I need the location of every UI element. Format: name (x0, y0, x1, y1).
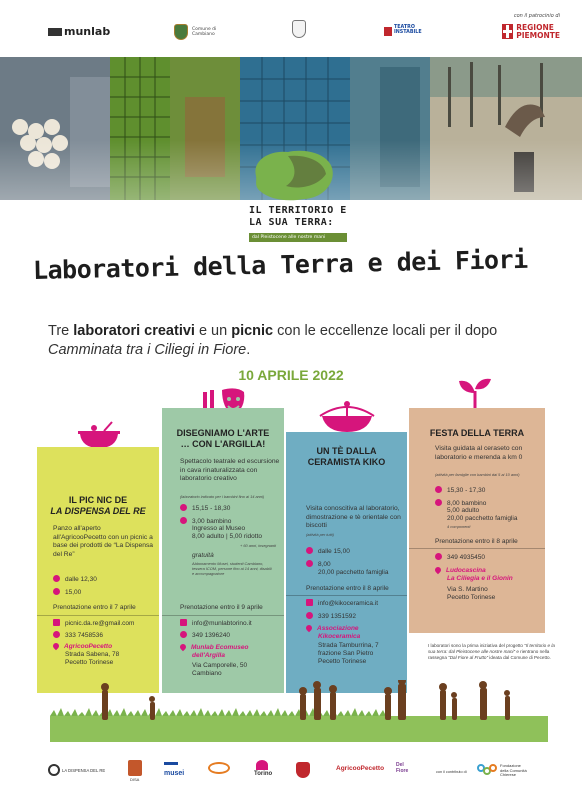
card-picnic-place-value: AgricooPecetto (64, 643, 113, 650)
card-ceramista-address-2: frazione San Pietro (318, 650, 374, 657)
project-title-line-2: LA SUA TERRA: (249, 217, 334, 228)
card-ceramista-title (286, 446, 407, 468)
card-picnic-place (53, 643, 112, 651)
torino-heart-icon (256, 760, 268, 770)
card-argilla-email-value[interactable]: info@munlabtorino.it (192, 620, 252, 627)
card-argilla-place-1: Munlab Ecomuseo (191, 644, 249, 651)
footer-logo-fondazione: Fondazione della Comunità Chierese (500, 763, 527, 778)
footer-logo-musei: musei (164, 770, 185, 777)
intro-part-3: con le eccellenze locali per il dopo (273, 323, 498, 339)
card-picnic-time (53, 575, 97, 584)
card-argilla-address-1: Via Camporelle, 50 (192, 662, 248, 669)
intro-part-1: Tre (48, 323, 74, 339)
card-ceramista-email[interactable] (306, 599, 378, 608)
intro-part-4: . (246, 342, 251, 358)
phone-icon (53, 631, 60, 638)
territorio-blob-icon (248, 146, 336, 204)
mail-icon (180, 619, 187, 626)
card-argilla-price-2: Ingresso al Museo (192, 525, 246, 532)
intro-bold-1: laboratori creativi (73, 323, 195, 339)
picnic-bowl-icon (76, 420, 122, 450)
teatro-logo (394, 25, 422, 35)
teatro-line-2: INSTABILE (394, 30, 422, 35)
card-festa-booking: Prenotazione entro il 8 aprile (435, 538, 518, 545)
card-argilla (162, 408, 284, 693)
card-picnic-divider (37, 615, 159, 616)
card-picnic-phone-value[interactable]: 333 7458536 (65, 632, 103, 639)
project-subtitle: dal Pleistocene alle nostre mani (249, 233, 347, 242)
card-festa-phone-value[interactable]: 349 4935450 (447, 554, 485, 561)
card-festa-price-3: 20,00 pacchetto famiglia (447, 515, 518, 522)
clock-icon (306, 547, 313, 554)
card-festa-address-2: Pecetto Torinese (447, 594, 496, 601)
location-pin-icon (52, 642, 60, 650)
tea-bowl-icon (318, 400, 376, 434)
card-festa-price-1: 8,00 bambino (447, 500, 487, 507)
note-part-4: “Dal Fiore al Frutto” (448, 654, 489, 660)
clock-icon (53, 575, 60, 582)
card-picnic-desc: Panzo all'aperto all'AgricooPecetto con un picnic a base dei prodotti de “La Dispensa del Re” (53, 525, 154, 558)
fondazione-logo-icon (477, 764, 497, 776)
mail-icon (53, 619, 60, 626)
comune-logo-label: Comune di Cambiano (192, 27, 217, 37)
card-festa-place-1: Ludocascina (446, 567, 486, 574)
card-festa (409, 408, 545, 633)
intro-italic: Camminata tra i Ciliegi in Fiore (48, 342, 247, 358)
footer-logo-torino: Torino (254, 771, 273, 777)
note-part-3: e rientrano nella rassegna (428, 648, 550, 660)
card-ceramista-price (306, 560, 331, 569)
card-argilla-desc: Spettacolo teatrale ed escursione in cava rinaturalizzata con laboratorio creativo (180, 458, 280, 483)
card-festa-place (435, 567, 486, 575)
card-picnic-title-2: LA DISPENSA DEL RE (50, 506, 146, 516)
card-argilla-desc-note: (laboratorio indicato per i bambini fino ai 14 anni) (180, 494, 265, 499)
card-ceramista-desc: Visita conoscitiva al laboratorio, dimostrazione e tè orientale con biscotti (306, 505, 401, 530)
card-festa-price-2: 5,00 adulto (447, 507, 480, 514)
phone-icon (435, 553, 442, 560)
card-festa-title: FESTA DELLA TERRA (429, 428, 525, 438)
musei-logo-icon (164, 762, 178, 770)
card-argilla-title (162, 428, 284, 450)
card-argilla-free-note: Abbonamento Musei, studenti Cambiano, tessera ICOM, persone fino ai 14 anni, disabili e accompagnatore (192, 561, 272, 576)
card-picnic-phone[interactable] (53, 631, 103, 640)
card-ceramista-address-1: Strada Tamburrina, 7 (318, 642, 379, 649)
project-title (249, 205, 347, 229)
project-note (428, 643, 556, 660)
card-ceramista-place-2: Kikoceramica (318, 633, 361, 640)
footer-logo-disa: DISA (130, 777, 140, 782)
teatro-flag-icon (384, 27, 392, 36)
card-ceramista-desc-note: (attività per tutti) (306, 532, 334, 537)
dispensa-logo-icon (48, 764, 60, 776)
card-festa-time (435, 486, 485, 495)
card-ceramista-place (306, 625, 359, 633)
phone-icon (180, 631, 187, 638)
card-argilla-price-note: + 60 anni, insegnanti (240, 543, 277, 548)
card-ceramista-time (306, 547, 350, 556)
card-festa-divider (409, 548, 545, 549)
munlab-label: munlab (64, 25, 111, 38)
card-festa-desc: Visita guidata al ceraseto con laboratorio e merenda a km 0 (435, 445, 523, 461)
card-argilla-title-1: DISEGNIAMO L'ARTE (176, 428, 270, 438)
card-ceramista-place-1: Associazione (317, 625, 359, 632)
card-argilla-price-1: 3,00 bambino (192, 518, 232, 525)
intro-bold-2: picnic (231, 323, 274, 339)
card-ceramista-title-1: UN TÈ DALLA (316, 446, 377, 456)
crest-logo-icon (296, 762, 310, 778)
intro-text (48, 322, 548, 360)
munlab-mark-icon (48, 28, 62, 36)
card-festa-address-1: Via S. Martino (447, 586, 488, 593)
card-festa-price-note: 4 componenti (447, 524, 471, 529)
card-ceramista-price-2: 20,00 pacchetto famiglia (318, 569, 389, 576)
card-ceramista-phone-value[interactable]: 339 1351592 (318, 613, 356, 620)
card-picnic-email[interactable] (53, 619, 134, 628)
footer-logo-dispensa: LA DISPENSA DEL RE (62, 768, 106, 773)
note-part-5: ideata dal Comune di Pecetto. (488, 654, 551, 660)
card-argilla-place-2: dell'Argilla (192, 652, 225, 659)
regione-piemonte-logo (516, 24, 560, 40)
card-argilla-address-2: Cambiano (192, 670, 222, 677)
people-silhouettes-illustration (0, 680, 582, 756)
card-argilla-booking: Prenotazione entro il 9 aprile (180, 604, 263, 611)
project-title-line-1: IL TERRITORIO E (249, 205, 347, 216)
card-festa-time-value: 15,30 - 17,30 (447, 487, 486, 494)
page-title: Laboratori della Terra e dei Fiori (32, 244, 528, 285)
euro-icon (53, 588, 60, 595)
card-argilla-price-3: 8,00 adulto | 5,00 ridotto (192, 533, 262, 540)
card-picnic (37, 447, 159, 693)
euro-icon (435, 499, 442, 506)
phone-icon (306, 612, 313, 619)
card-picnic-price (53, 588, 81, 597)
piemonte-flag-icon (502, 24, 513, 39)
footer-logo-fiore: Del Fiore (396, 762, 409, 774)
location-pin-icon (179, 643, 187, 651)
euro-icon (306, 560, 313, 567)
location-pin-icon (434, 566, 442, 574)
card-picnic-title-1: IL PIC NIC DE (68, 495, 128, 505)
card-ceramista-title-2: CERAMISTA KIKO (307, 457, 386, 467)
disa-logo-icon (128, 760, 142, 776)
card-ceramista-address-3: Pecetto Torinese (318, 658, 367, 665)
location-pin-icon (305, 624, 313, 632)
card-argilla-time (180, 504, 230, 513)
contributo-label: con il contributo di (436, 770, 467, 774)
card-argilla-time-value: 15,15 - 18,30 (192, 505, 231, 512)
regione-label: REGIONE PIEMONTE (516, 23, 560, 40)
comune-crest-icon (174, 24, 188, 40)
event-date: 10 APRILE 2022 (238, 367, 344, 383)
clock-icon (435, 486, 442, 493)
teatro-line-1: TEATRO (394, 25, 415, 30)
card-argilla-divider (162, 615, 284, 616)
note-part-1: I laboratori sono la prima iniziativa del progetto (428, 643, 523, 648)
card-ceramista-phone[interactable] (306, 612, 356, 621)
card-ceramista (286, 432, 407, 693)
intro-part-2: e un (194, 323, 232, 339)
sponsor-logos (0, 756, 582, 797)
card-argilla-place (180, 644, 248, 652)
munlab-logo (48, 25, 110, 38)
card-argilla-free: gratuità (192, 552, 214, 559)
footer-logo-agricoo: AgricooPecetto (336, 765, 385, 772)
card-argilla-email[interactable] (180, 619, 252, 628)
patrocinio-label: con il patrocinio di (513, 13, 560, 19)
card-festa-phone[interactable] (435, 553, 485, 562)
mail-icon (306, 599, 313, 606)
card-picnic-address-2: Pecetto Torinese (65, 659, 114, 666)
card-ceramista-time-value: dalle 15,00 (318, 548, 350, 555)
clock-icon (180, 504, 187, 511)
card-argilla-phone-value[interactable]: 349 1396240 (192, 632, 230, 639)
spiral-logo-icon (208, 762, 230, 774)
card-argilla-title-2: … CON L'ARGILLA! (180, 439, 266, 449)
card-picnic-time-value: dalle 12,30 (65, 576, 97, 583)
card-picnic-price-value: 15,00 (65, 589, 82, 596)
card-picnic-address-1: Strada Sabena, 78 (65, 651, 120, 658)
card-ceramista-booking: Prenotazione entro il 8 aprile (306, 585, 389, 592)
card-argilla-phone[interactable] (180, 631, 230, 640)
card-festa-place-2: La Ciliegia e il Gionin (447, 575, 513, 582)
card-ceramista-price-1: 8,00 (318, 561, 331, 568)
euro-icon (180, 517, 187, 524)
card-ceramista-divider (286, 595, 407, 596)
note-part-2: “Il territorio e la sua terra: dal Pleistocene alle nostre mani” (428, 643, 555, 654)
header-logos (0, 0, 582, 55)
card-ceramista-email-value[interactable]: info@kikoceramica.it (318, 600, 379, 607)
card-festa-desc-note: (attività per famiglie con bambini dai 5 ai 10 anni) (435, 472, 520, 477)
card-picnic-email-value[interactable]: picnic.da.re@gmail.com (65, 620, 135, 627)
card-picnic-title (37, 495, 159, 517)
crest-3-icon (292, 20, 306, 38)
card-picnic-booking: Prenotazione entro il 7 aprile (53, 604, 136, 611)
